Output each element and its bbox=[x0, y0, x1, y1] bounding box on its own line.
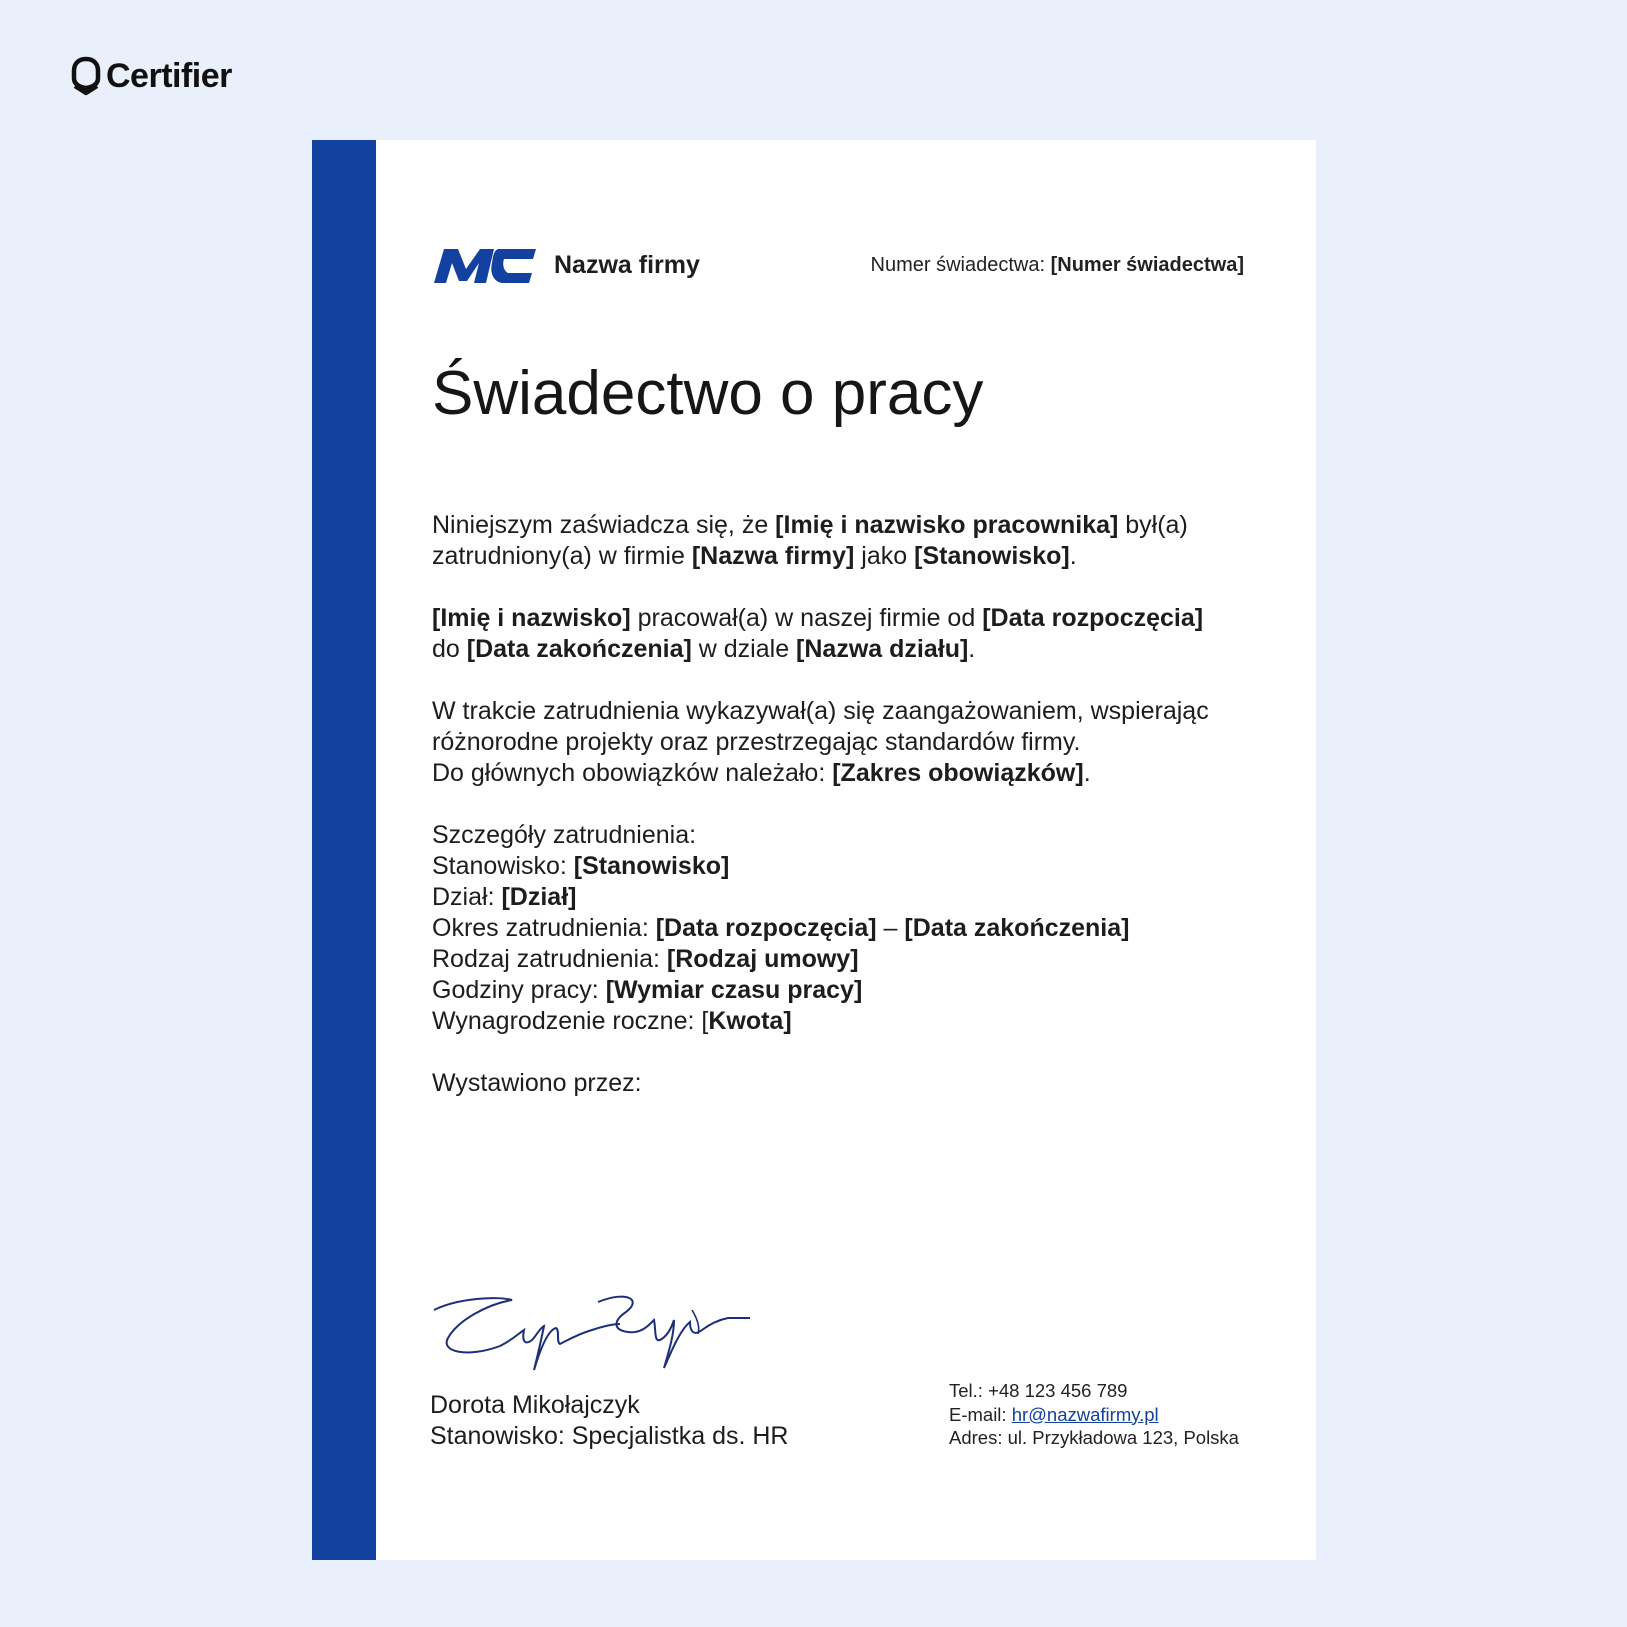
label: Okres zatrudnienia: bbox=[432, 914, 656, 942]
signature-image bbox=[428, 1290, 758, 1380]
text: Do głównych obowiązków należało: bbox=[432, 759, 833, 787]
cert-number-value: [Numer świadectwa] bbox=[1050, 253, 1244, 276]
value: [Data rozpoczęcia] bbox=[655, 914, 877, 942]
placeholder-name: [Imię i nazwisko] bbox=[432, 604, 631, 632]
mc-logo-icon bbox=[432, 245, 536, 285]
certificate-document bbox=[312, 140, 1316, 1560]
details-type bbox=[432, 944, 1212, 975]
placeholder-duties: [Zakres obowiązków] bbox=[832, 759, 1084, 787]
text: . bbox=[968, 635, 976, 663]
company-block bbox=[432, 245, 700, 285]
employment-details bbox=[432, 820, 1212, 1037]
email-link[interactable]: hr@nazwafirmy.pl bbox=[1011, 1403, 1159, 1425]
value: [Stanowisko] bbox=[573, 852, 730, 880]
paragraph-duties bbox=[432, 696, 1212, 789]
label: Stanowisko: bbox=[432, 852, 574, 880]
label: Dział: bbox=[432, 883, 502, 911]
details-department bbox=[432, 882, 1212, 913]
details-heading: Szczegóły zatrudnienia: bbox=[432, 821, 697, 849]
text: W trakcie zatrudnienia wykazywał(a) się zaangażowaniem, wspierając różnorodne projekty oraz przestrzegając standardów firmy. bbox=[432, 697, 1209, 756]
paragraph-employment bbox=[432, 510, 1212, 572]
value: Kwota] bbox=[708, 1007, 792, 1035]
text: do bbox=[432, 635, 467, 663]
details-hours bbox=[432, 975, 1212, 1006]
certifier-brand bbox=[70, 56, 232, 96]
brand-name: Certifier bbox=[106, 56, 232, 95]
details-salary bbox=[432, 1006, 1212, 1037]
value: [Dział] bbox=[501, 883, 577, 911]
label: Godziny pracy: bbox=[432, 976, 606, 1004]
cert-number-label: Numer świadectwa: bbox=[870, 253, 1046, 276]
placeholder-position: [Stanowisko] bbox=[914, 542, 1070, 570]
certifier-shield-icon bbox=[70, 56, 102, 96]
details-period bbox=[432, 913, 1212, 944]
value: [Rodzaj umowy] bbox=[666, 945, 859, 973]
label: Rodzaj zatrudnienia: bbox=[432, 945, 667, 973]
email-label: E-mail: bbox=[949, 1403, 1012, 1425]
contact-block bbox=[949, 1379, 1239, 1450]
certificate-number bbox=[871, 254, 1244, 277]
contact-tel: Tel.: +48 123 456 789 bbox=[949, 1380, 1128, 1401]
text: Niniejszym zaświadcza się, że bbox=[432, 511, 776, 539]
bracket: [ bbox=[701, 1007, 709, 1035]
signer-position: Stanowisko: Specjalistka ds. HR bbox=[430, 1422, 789, 1450]
separator: – bbox=[876, 914, 905, 942]
placeholder-company: [Nazwa firmy] bbox=[691, 542, 855, 570]
text: pracował(a) w naszej firmie od bbox=[630, 604, 983, 632]
value: [Wymiar czasu pracy] bbox=[605, 976, 863, 1004]
text: w dziale bbox=[691, 635, 797, 663]
text: był(a) zatrudniony(a) w firmie bbox=[432, 511, 1188, 570]
contact-email-line bbox=[949, 1403, 1239, 1427]
accent-stripe bbox=[312, 140, 376, 1560]
placeholder-employee-name: [Imię i nazwisko pracownika] bbox=[775, 511, 1119, 539]
placeholder-start-date: [Data rozpoczęcia] bbox=[982, 604, 1204, 632]
text: . bbox=[1069, 542, 1077, 570]
document-header bbox=[432, 245, 1244, 285]
company-name: Nazwa firmy bbox=[554, 250, 700, 279]
label: Wynagrodzenie roczne: bbox=[432, 1007, 702, 1035]
document-body bbox=[432, 510, 1212, 1130]
details-position bbox=[432, 851, 1212, 882]
paragraph-period bbox=[432, 603, 1212, 665]
document-title: Świadectwo o pracy bbox=[432, 359, 984, 428]
placeholder-end-date: [Data zakończenia] bbox=[466, 635, 692, 663]
value: [Data zakończenia] bbox=[904, 914, 1130, 942]
text: . bbox=[1083, 759, 1091, 787]
contact-address: Adres: ul. Przykładowa 123, Polska bbox=[949, 1427, 1239, 1448]
signer-block bbox=[430, 1390, 788, 1452]
issued-by: Wystawiono przez: bbox=[432, 1069, 642, 1097]
placeholder-department: [Nazwa działu] bbox=[796, 635, 969, 663]
text: jako bbox=[854, 542, 915, 570]
signer-name: Dorota Mikołajczyk bbox=[430, 1391, 640, 1419]
